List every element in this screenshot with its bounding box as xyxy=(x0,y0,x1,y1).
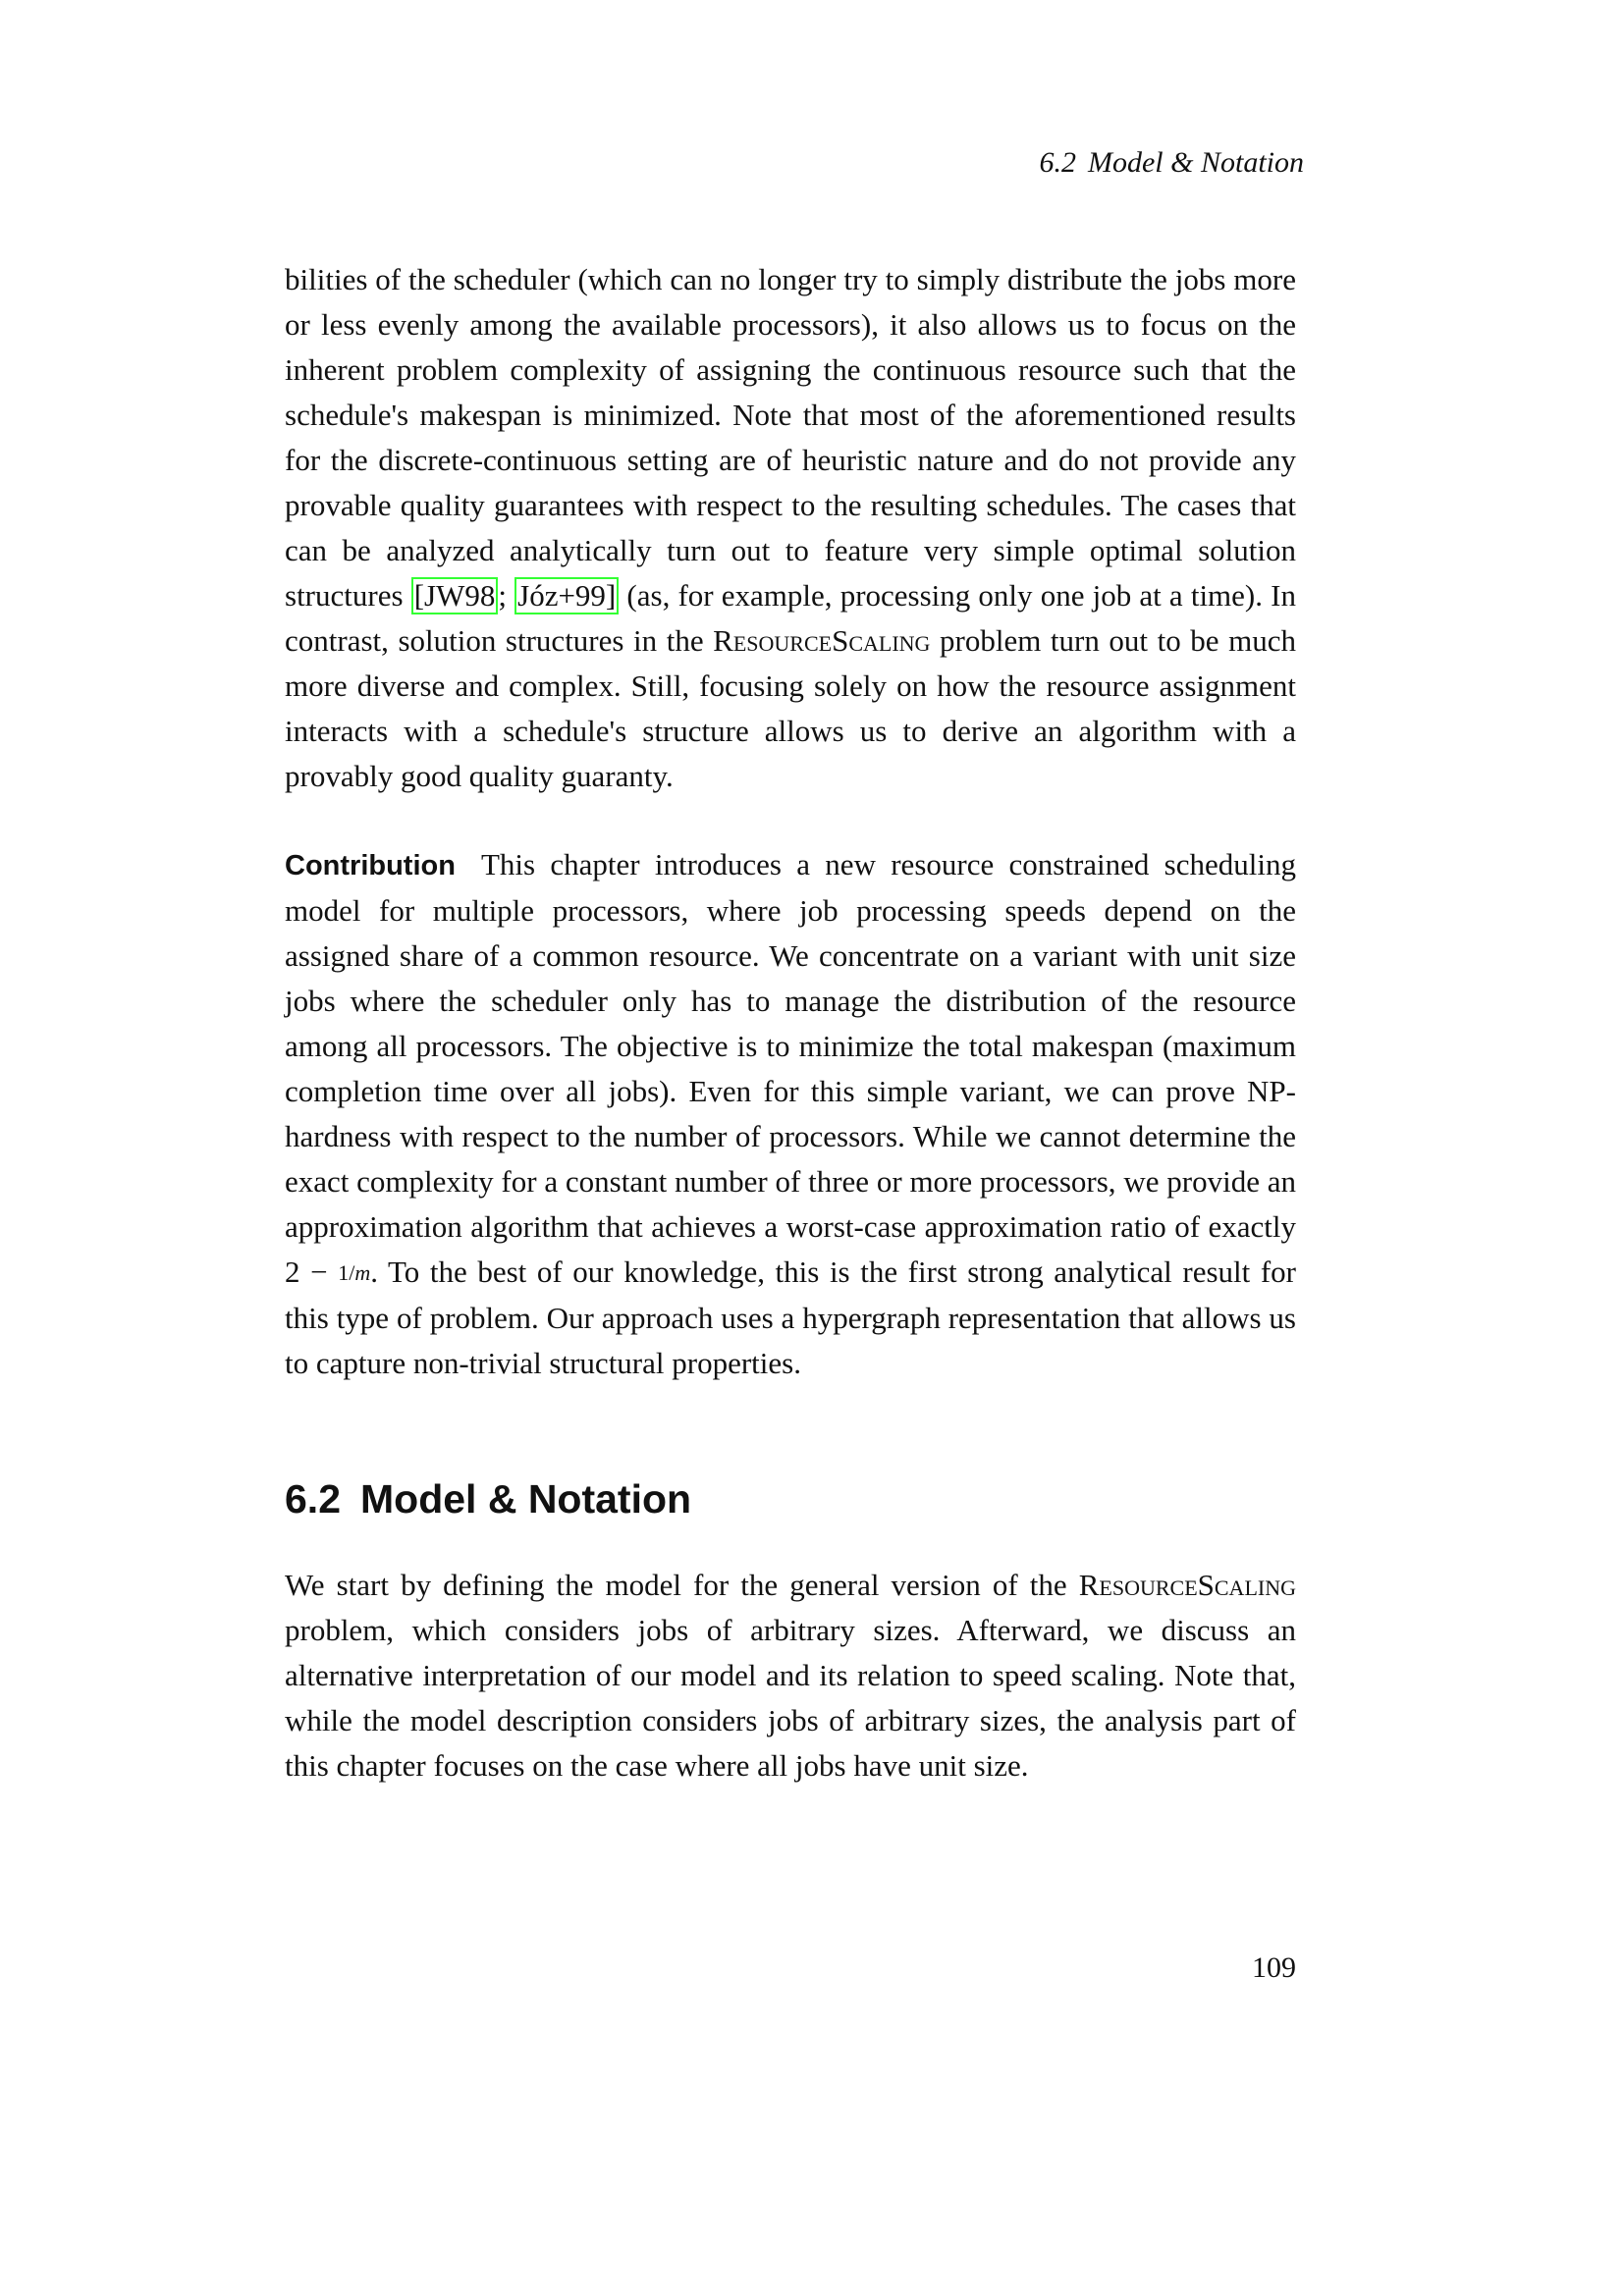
fraction-slash: / xyxy=(349,1260,355,1285)
paragraph-intro-text-2: (as, for example, processing only one job at a time). In contrast, solution structures in the xyxy=(285,578,1296,658)
section-body-text xyxy=(285,1563,1296,1789)
problem-name: ResourceScaling xyxy=(713,623,931,658)
paragraph-intro-text-1: bilities of the scheduler (which can no longer try to simply distribute the jobs more or less evenly among the available processors), it also allows us to focus on the inherent problem complexity of assigning the continuous resource such that the schedule's makespan is minimized. Note that most of the aforementioned results for the discrete-continuous setting are of heuristic nature and do not provide any provable quality guarantees with respect to the resulting schedules. The cases that can be analyzed analytically turn out to feature very simple optimal solution structures xyxy=(285,262,1296,613)
citation-separator: ; xyxy=(498,578,515,613)
section-number: 6.2 xyxy=(285,1476,341,1522)
paragraph-intro-text-3: problem turn out to be much more diverse and complex. Still, focusing solely on how the resource assignment interacts with a schedule's structure allows us to derive an algorithm with a provably good quality guaranty. xyxy=(285,623,1296,793)
section-title: Model & Notation xyxy=(360,1476,692,1522)
fraction-denominator: m xyxy=(354,1260,371,1285)
section-heading xyxy=(285,1474,691,1523)
paragraph-contribution xyxy=(285,842,1296,1386)
fraction-numerator: 1 xyxy=(338,1260,350,1285)
problem-name: ResourceScaling xyxy=(1078,1568,1296,1602)
running-head-section-number: 6.2 xyxy=(1039,146,1076,179)
paragraph-model xyxy=(285,1563,1296,1789)
fraction-one-over-m xyxy=(338,1260,370,1285)
paragraph-model-text-2: problem, which considers jobs of arbitrary sizes. Afterward, we discuss an alternative interpretation of our model and its relation to speed scaling. Note that, while the model description considers jobs of arbitrary sizes, the analysis part of this chapter focuses on the case where all jobs have unit size. xyxy=(285,1613,1296,1783)
contribution-heading: Contribution xyxy=(285,850,456,881)
paragraph-contribution-text-2: . To the best of our knowledge, this is the first strong analytical result for this type of problem. Our approach uses a hypergraph representation that allows us to capture non-trivial structural properties. xyxy=(285,1255,1297,1380)
paragraph-contribution-text-1: This chapter introduces a new resource constrained scheduling model for multiple processors, where job processing speeds depend on the assigned share of a common resource. We concentrate on a variant with unit size jobs where the scheduler only has to manage the distribution of the resource among all processors. The objective is to minimize the total makespan (maximum completion time over all jobs). Even for this simple variant, we can prove NP-hardness with respect to the number of processors. While we cannot determine the exact complexity for a constant number of three or more processors, we provide an approximation algorithm that achieves a worst-case approximation ratio of exactly 2 − xyxy=(285,847,1296,1289)
running-head xyxy=(1040,145,1305,181)
paragraph-intro xyxy=(285,257,1296,799)
body-text xyxy=(285,257,1296,1386)
running-head-section-title: Model & Notation xyxy=(1088,146,1304,179)
page-number: 109 xyxy=(1252,1951,1296,1984)
paragraph-model-text-1: We start by defining the model for the general version of the xyxy=(285,1568,1079,1602)
citation-link-joz99[interactable]: Józ+99] xyxy=(514,577,619,614)
citation-link-jw98[interactable]: [JW98 xyxy=(411,577,499,614)
